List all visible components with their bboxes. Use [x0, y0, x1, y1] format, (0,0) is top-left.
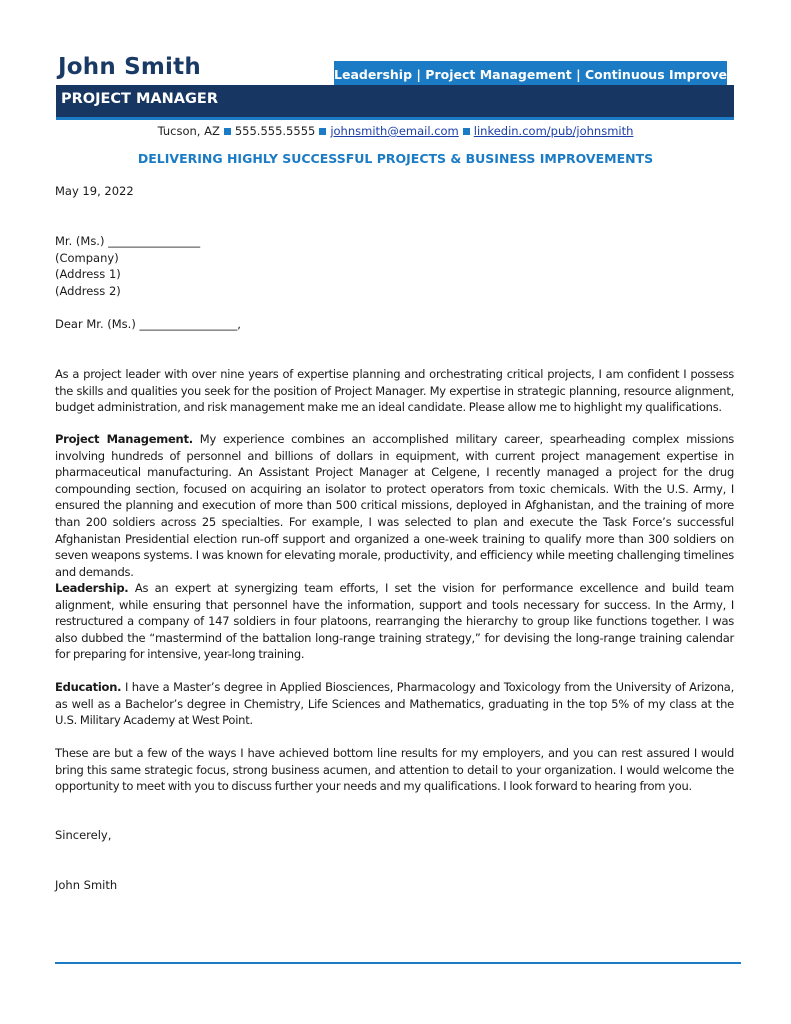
job-title: PROJECT MANAGER: [61, 91, 218, 107]
recipient-company: (Company): [55, 250, 119, 265]
section-text: My experience combines an accomplished military career, spearheading complex missions involving hundreds of personnel and billions of dollars in equipment, with current project management expertise in pharmaceutical manufacturing. An Assistant Project Manager at Celgene, I recently managed a project for the drug compounding section, focused on acquiring an isolator to protect operators from toxic chemicals. With the U.S. Army, I ensured the planning and execution of more than 500 critical missions, deployed in Afghanistan, and the training of more than 200 soldiers across 25 specialties. For example, I was selected to plan and execute the Task Force’s successful Afghanistan Presidential election run-off support and organized a one-week training to qualify more than 300 soldiers on seven weapons systems. I was known for elevating morale, productivity, and efficiency while meeting challenging timelines and demands.: [55, 432, 734, 579]
signoff: Sincerely,: [55, 828, 112, 842]
closing-paragraph: These are but a few of the ways I have achieved bottom line results for my employers, and you can rest assured I would bring this same strategic focus, strong business acumen, and attention to detail to your organization. I would welcome the opportunity to meet with you to discuss further your needs and my qualifications. I look forward to hearing from you.: [55, 746, 734, 794]
section-heading: Education.: [55, 680, 122, 694]
title-bar: [56, 85, 734, 120]
recipient-block: [55, 233, 734, 299]
section-heading: Leadership.: [55, 581, 129, 595]
leadership-paragraph: [55, 580, 734, 663]
headline: DELIVERING HIGHLY SUCCESSFUL PROJECTS & BUSINESS IMPROVEMENTS: [137, 151, 654, 166]
contact-phone: 555.555.5555: [234, 124, 316, 138]
education-paragraph: [55, 679, 734, 729]
section-text: As an expert at synergizing team efforts, I set the vision for performance excellence and build team alignment, while ensuring that personnel have the information, support and tools necessary for success. In the Army, I restructured a company of 147 soldiers in four platoons, rearranging the hierarchy to group like functions together. I was also dubbed the “mastermind of the battalion long-range training strategy,” for devising the long-range training calendar for preparing for intensive, year-long training.: [55, 581, 735, 662]
recipient-name: Mr. (Ms.) ________________: [55, 234, 201, 248]
contact-line: [0, 124, 791, 138]
recipient-address-1: (Address 1): [55, 267, 121, 282]
bottom-divider: [55, 962, 741, 964]
recipient-address-2: (Address 2): [55, 283, 121, 298]
intro-paragraph: As a project leader with over nine years of expertise planning and orchestrating critical projects, I am confident I possess the skills and qualities you seek for the position of Project Manager. My expertise in strategic planning, resource alignment, budget administration, and risk management make me an ideal candidate. Please allow me to highlight my qualifications.: [55, 367, 734, 415]
salutation: Dear Mr. (Ms.) _________________,: [55, 317, 241, 331]
contact-location: Tucson, AZ: [157, 124, 220, 138]
signature: John Smith: [55, 878, 118, 892]
section-text: I have a Master’s degree in Applied Biosciences, Pharmacology and Toxicology from the University of Arizona, as well as a Bachelor’s degree in Chemistry, Life Sciences and Mathematics, graduating in the top 5% of my class at the U.S. Military Academy at West Point.: [55, 680, 734, 728]
email-link[interactable]: johnsmith@email.com: [330, 124, 459, 138]
project-management-paragraph: [55, 431, 734, 580]
square-bullet-icon: [463, 128, 470, 135]
skills-banner: Leadership | Project Management | Continuous Improvement: [334, 61, 727, 89]
applicant-name: John Smith: [58, 54, 201, 80]
square-bullet-icon: [224, 128, 231, 135]
section-heading: Project Management.: [55, 432, 193, 446]
letter-date: May 19, 2022: [55, 184, 134, 198]
linkedin-link[interactable]: linkedin.com/pub/johnsmith: [473, 124, 634, 138]
square-bullet-icon: [319, 128, 326, 135]
